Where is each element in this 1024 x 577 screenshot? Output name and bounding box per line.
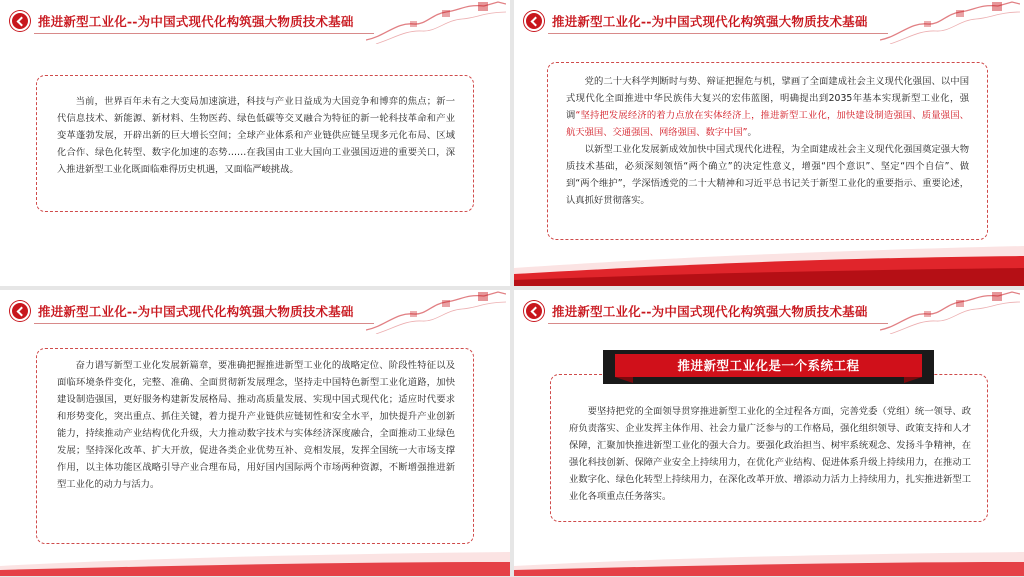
paragraph-text-end: 。	[747, 127, 757, 138]
great-wall-icon	[366, 0, 506, 44]
red-wave-decoration	[514, 536, 1024, 576]
content-box	[36, 75, 474, 212]
paragraph-text: 党的二十大科学判断时与势、辩证把握危与机，擘画了全面建成社会主义现代化强国、以中国式现代化全面推进中华民族伟大复兴的宏伟蓝图，明确提出到2035年基本实现新型工业化，强调	[566, 76, 969, 121]
great-wall-icon	[366, 290, 506, 334]
red-wave-decoration	[0, 536, 510, 576]
back-arrow-icon[interactable]	[10, 11, 30, 31]
paragraph: 要坚持把党的全面领导贯穿推进新型工业化的全过程各方面，完善党委（党组）统一领导、政府负责落实、企业发挥主体作用、社会力量广泛参与的工作格局，强化组织领导、政策支持和人才保障，汇聚加快推进新型工业化的强大合力。要强化政治担当、树牢系统观念、发扬斗争精神，在强化科技创新、保障产业安全上持续用力，在优化产业结构、促进体系升级上持续用力，在推动工业数字化、绿色化转型上持续用力，在深化改革开放、增添动力活力上持续用力，扎实推进新型工业化各项重点任务落实。	[569, 406, 971, 502]
back-arrow-icon[interactable]	[524, 301, 544, 321]
slide-title: 推进新型工业化--为中国式现代化构筑强大物质技术基础	[38, 14, 354, 29]
title-underline	[548, 323, 888, 324]
back-arrow-icon[interactable]	[524, 11, 544, 31]
paragraph: 奋力谱写新型工业化发展新篇章，要准确把握推进新型工业化的战略定位、阶段性特征以及面临环境条件变化，完整、准确、全面贯彻新发展理念，坚持走中国特色新型工业化道路，加快建设制造强国，更好服务构建新发展格局、推动高质量发展、实现中国式现代化；适应时代要求和形势变化，突出重点、抓住关键，着力提升产业链供应链韧性和安全水平，加快提升产业创新能力，持续推动产业结构优化升级，大力推动数字技术与实体经济深度融合，全面推动工业绿色发展；坚持深化改革、扩大开放，促进各类企业优势互补、竞相发展，发挥全国统一大市场支撑作用，以主体功能区战略引导产业合理布局，用好国内国际两个市场两种资源，不断增强推进新型工业化的动力与活力。	[57, 360, 455, 490]
slide-4	[514, 290, 1024, 576]
title-underline	[34, 33, 374, 34]
red-wave-decoration	[514, 246, 1024, 286]
slide-2	[514, 0, 1024, 286]
great-wall-icon	[880, 0, 1020, 44]
content-box	[36, 348, 474, 544]
paragraph: 当前，世界百年未有之大变局加速演进，科技与产业日益成为大国竞争和博弈的焦点；新一代信息技术、新能源、新材料、生物医药、绿色低碳等交叉融合为特征的新一轮科技革命和产业变革蓬勃发展，开辟出新的巨大增长空间；全球产业体系和产业链供应链呈现多元化布局、区域化合作、绿色化转型、数字化加速的态势……在我国由工业大国向工业强国迈进的重要关口，深入推进新型工业化既面临难得历史机遇，又面临严峻挑战。	[57, 96, 455, 175]
slide-title: 推进新型工业化--为中国式现代化构筑强大物质技术基础	[552, 14, 868, 29]
slide-3	[0, 290, 510, 576]
title-underline	[34, 323, 374, 324]
paragraph	[566, 73, 969, 141]
slide-title: 推进新型工业化--为中国式现代化构筑强大物质技术基础	[38, 304, 354, 319]
slide-1	[0, 0, 510, 286]
back-arrow-icon[interactable]	[10, 301, 30, 321]
highlight-quote: “坚持把发展经济的着力点放在实体经济上，推进新型工业化，加快建设制造强国、质量强国、航天强国、交通强国、网络强国、数字中国”	[566, 110, 969, 138]
title-underline	[548, 33, 888, 34]
slide-title: 推进新型工业化--为中国式现代化构筑强大物质技术基础	[552, 304, 868, 319]
content-box	[550, 374, 988, 522]
great-wall-icon	[880, 290, 1020, 334]
paragraph: 以新型工业化发展新成效加快中国式现代化进程，为全面建成社会主义现代化强国奠定强大物质技术基础，必须深刻领悟“两个确立”的决定性意义，增强“四个意识”、坚定“四个自信”、做到“两个维护”，学深悟透党的二十大精神和习近平总书记关于新型工业化的重要指示、重要论述，认真抓好贯彻落实。	[566, 144, 969, 206]
content-box	[547, 62, 988, 240]
ribbon-title: 推进新型工业化是一个系统工程	[677, 358, 860, 373]
